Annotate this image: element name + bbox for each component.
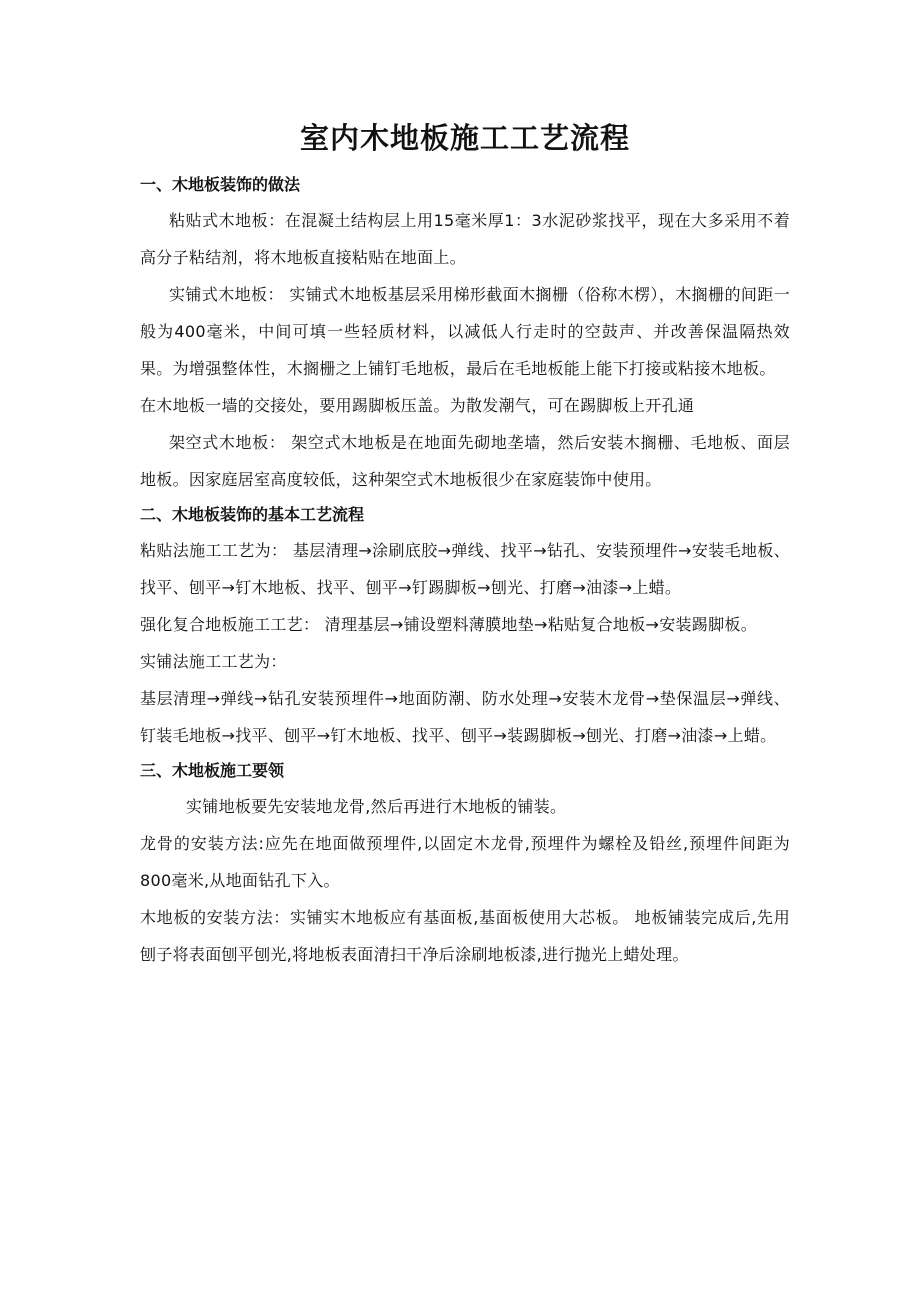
section-heading: 二、木地板装饰的基本工艺流程 [140,505,365,524]
paragraph: 实铺地板要先安装地龙骨,然后再进行木地板的铺装。 [186,797,567,816]
section-1 [140,168,790,498]
section-heading: 三、木地板施工要领 [140,761,285,780]
paragraph: 实铺式木地板： 实铺式木地板基层采用梯形截面木搁栅（俗称木楞），木搁栅的间距一般为400毫米，中间可填一些轻质材料，以减低人行走时的空鼓声、并改善保温隔热效果。为增强整体性，木搁栅之上铺钉毛地板，最后在毛地板能上能下打接或粘接木地板。 [140,285,790,378]
paragraph: 龙骨的安装方法:应先在地面做预埋件,以固定木龙骨,预埋件为螺栓及铅丝,预埋件间距为800毫米,从地面钻孔下入。 [140,834,790,890]
section-3 [140,754,790,973]
paragraph: 强化复合地板施工工艺： 清理基层→铺设塑料薄膜地垫→粘贴复合地板→安装踢脚板。 [140,615,758,634]
paragraph: 木地板的安装方法：实铺实木地板应有基面板,基面板使用大芯板。 地板铺装完成后,先用刨子将表面刨平刨光,将地板表面清扫干净后涂刷地板漆,进行抛光上蜡处理。 [140,908,790,964]
section-heading: 一、木地板装饰的做法 [140,175,301,194]
paragraph: 架空式木地板： 架空式木地板是在地面先砌地垄墙，然后安装木搁栅、毛地板、面层地板。因家庭居室高度较低，这种架空式木地板很少在家庭装饰中使用。 [140,433,790,489]
paragraph: 在木地板一墙的交接处，要用踢脚板压盖。为散发潮气，可在踢脚板上开孔通 [140,396,695,415]
section-2 [140,498,790,754]
document-title: 室内木地板施工工艺流程 [299,121,630,155]
paragraph: 粘贴法施工工艺为： 基层清理→涂刷底胶→弹线、找平→钻孔、安装预埋件→安装毛地板、找平、刨平→钉木地板、找平、刨平→钉踢脚板→刨光、打磨→油漆→上蜡。 [140,541,790,597]
paragraph: 实铺法施工工艺为： [140,652,287,671]
document-page [140,112,790,973]
paragraph: 基层清理→弹线→钻孔安装预埋件→地面防潮、防水处理→安装木龙骨→垫保温层→弹线、钉装毛地板→找平、刨平→钉木地板、找平、刨平→装踢脚板→刨光、打磨→油漆→上蜡。 [140,689,790,745]
paragraph: 粘贴式木地板：在混凝土结构层上用15毫米厚1：3水泥砂浆找平，现在大多采用不着高分子粘结剂，将木地板直接粘贴在地面上。 [140,211,790,267]
